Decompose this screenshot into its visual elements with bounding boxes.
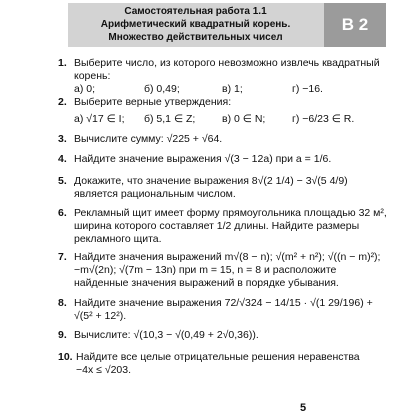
task-text: Выберите число, из которого невозможно извлечь квадратный корень: [74,57,380,82]
task-number: 3. [58,133,67,145]
task-number: 2. [58,96,67,108]
task-9 [58,329,388,342]
task-1 [58,57,388,96]
task-number: 4. [58,153,67,165]
task-10 [58,351,388,377]
task-text: Рекламный щит имеет форму прямоугольника площадью 32 м², ширина которого составляет 1/2 длины. Найдите размеры рекламного щита. [74,207,387,245]
worksheet-header [68,3,386,47]
page-number: 5 [300,402,307,414]
option-c: в) 1; [222,83,243,95]
variant-badge: В 2 [324,3,386,47]
task-6 [58,207,388,246]
task-text: Вычислите: [74,329,131,341]
task-number: 6. [58,207,67,219]
option-d: г) −6/23 ∈ R. [292,113,355,125]
option-b: б) 0,49; [144,83,180,95]
task-text: Найдите значение выражения 72/√324 − 14/15 · √(1 29/196) + √(5² + 12²). [74,297,373,322]
task-number: 8. [58,297,67,309]
task-expression: √(10,3 − √(0,49 + 2√0,36)). [133,329,259,341]
task-options [74,113,388,126]
task-text: Вычислите сумму: [74,133,164,145]
task-text: Выберите верные утверждения: [74,96,232,108]
task-expression: √225 + √64. [166,133,223,145]
task-8 [58,297,388,323]
task-number: 10. [58,351,73,363]
option-c: в) 0 ∈ N; [222,113,266,125]
option-d: г) −16. [292,83,323,95]
task-text: Найдите значения выражений m√(8 − n); √(m² + n²); √((n − m)²); −m√(2n); √(7m − 13n) при m = 15, n = 8 и расположите найденные значения выражений в порядке убывания. [74,251,381,289]
task-7 [58,251,388,290]
header-title: Самостоятельная работа 1.1 [124,6,267,17]
task-5 [58,175,388,201]
header-subtitle-2: Множество действительных чисел [108,32,283,43]
task-3 [58,133,388,146]
task-expression: −4x ≤ √203. [76,364,132,376]
task-text: Найдите все целые отрицательные решения неравенства [76,351,360,363]
task-options [74,83,388,96]
task-4 [58,153,388,166]
task-number: 7. [58,251,67,263]
task-text: Найдите значение выражения √(3 − 12a) при a = 1/6. [74,153,332,165]
option-a: а) √17 ∈ I; [74,113,125,125]
task-text: Докажите, что значение выражения 8√(2 1/4) − 3√(5 4/9) является рациональным числом. [74,175,348,200]
task-number: 9. [58,329,67,341]
option-a: а) 0; [74,83,96,95]
option-b: б) 5,1 ∈ Z; [144,113,196,125]
task-number: 1. [58,57,67,69]
task-number: 5. [58,175,67,187]
header-subtitle-1: Арифметический квадратный корень. [100,19,291,30]
task-2 [58,96,388,126]
